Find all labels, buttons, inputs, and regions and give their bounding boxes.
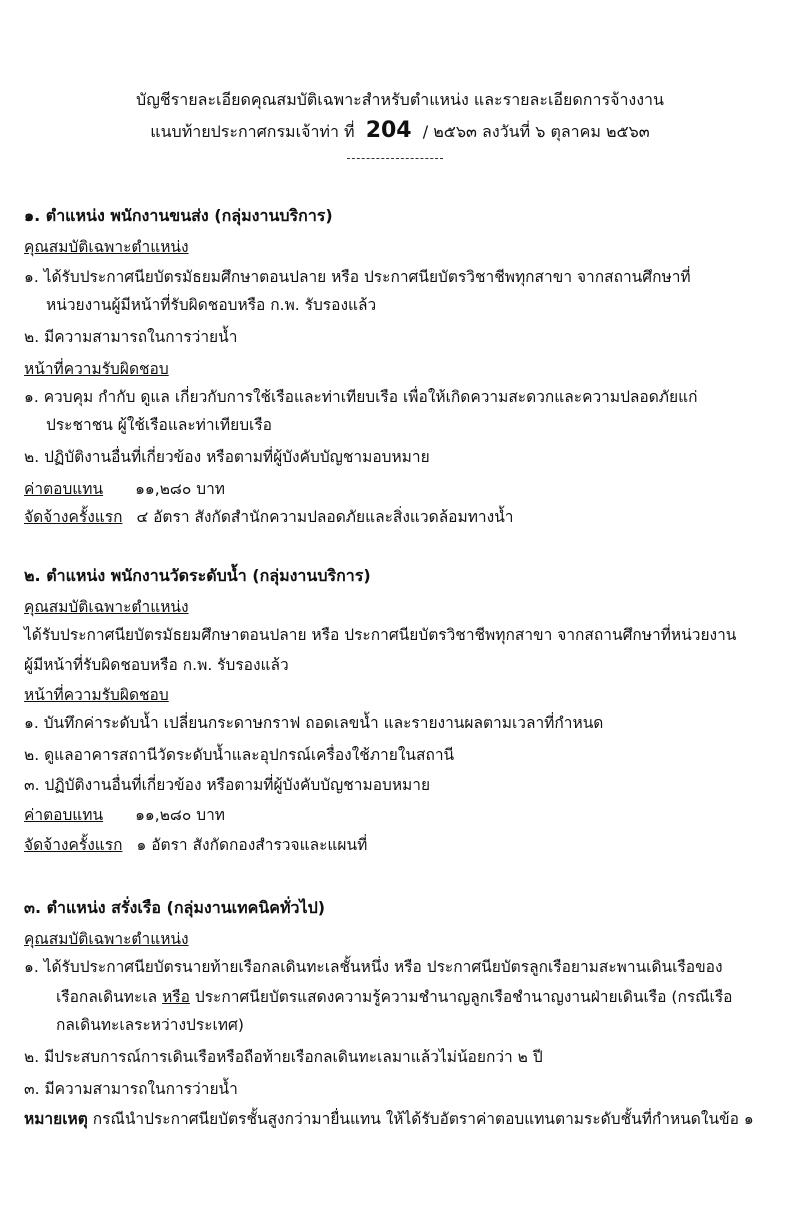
section-1-duty-1-cont: ประชาชน ผู้ใช้เรือและท่าเทียบเรือ bbox=[46, 416, 272, 434]
document-number: 204 bbox=[365, 118, 412, 143]
section-2-duty-3: ๓. ปฏิบัติงานอื่นที่เกี่ยวข้อง หรือตามที่ผู้บังคับบัญชามอบหมาย bbox=[24, 776, 431, 794]
section-2-pay-row bbox=[24, 806, 225, 825]
section-1-duty-heading: หน้าที่ความรับผิดชอบ bbox=[24, 360, 169, 378]
section-2-duty-2: ๒. ดูแลอาคารสถานีวัดระดับน้ำและอุปกรณ์เครื่องใช้ภายในสถานี bbox=[24, 746, 455, 764]
section-2-title: ๒. ตำแหน่ง พนักงานวัดระดับน้ำ (กลุ่มงานบริการ) bbox=[24, 566, 371, 585]
section-2-qualification-cont: ผู้มีหน้าที่รับผิดชอบหรือ ก.พ. รับรองแล้ว bbox=[24, 656, 289, 674]
qualification-part-a: เรือกลเดินทะเล bbox=[56, 988, 158, 1006]
header-divider bbox=[347, 158, 443, 159]
document-subtitle bbox=[0, 118, 800, 144]
pay-value: ๑๑,๒๘๐ บาท bbox=[135, 806, 226, 824]
pay-label: ค่าตอบแทน bbox=[24, 480, 104, 498]
section-3-qualification-2: ๒. มีประสบการณ์การเดินเรือหรือถือท้ายเรือกลเดินทะเลมาแล้วไม่น้อยกว่า ๒ ปี bbox=[24, 1048, 543, 1066]
section-1-qualification-1: ๑. ได้รับประกาศนียบัตรมัธยมศึกษาตอนปลาย หรือ ประกาศนียบัตรวิชาชีพทุกสาขา จากสถานศึกษาที่ bbox=[24, 268, 691, 286]
document-title: บัญชีรายละเอียดคุณสมบัติเฉพาะสำหรับตำแหน่ง และรายละเอียดการจ้างงาน bbox=[136, 90, 664, 109]
note-text: กรณีนำประกาศนียบัตรชั้นสูงกว่ามายื่นแทน ให้ได้รับอัตราค่าตอบแทนตามระดับชั้นที่กำหนดในข้อ ๑ bbox=[92, 1110, 754, 1128]
pay-label: ค่าตอบแทน bbox=[24, 806, 104, 824]
section-1-duty-2: ๒. ปฏิบัติงานอื่นที่เกี่ยวข้อง หรือตามที่ผู้บังคับบัญชามอบหมาย bbox=[24, 448, 430, 466]
section-1-duty-1: ๑. ควบคุม กำกับ ดูแล เกี่ยวกับการใช้เรือและท่าเทียบเรือ เพื่อให้เกิดความสะดวกและความปลอดภัยแก่ bbox=[24, 388, 698, 406]
section-1-title: ๑. ตำแหน่ง พนักงานขนส่ง (กลุ่มงานบริการ) bbox=[24, 206, 333, 225]
qualification-part-b: ประกาศนียบัตรแสดงความรู้ความชำนาญลูกเรือชำนาญงานฝ่ายเดินเรือ (กรณีเรือ bbox=[194, 988, 733, 1006]
section-2-qualification-heading: คุณสมบัติเฉพาะตำแหน่ง bbox=[24, 598, 189, 616]
section-3-qualification-1-cont2: กลเดินทะเลระหว่างประเทศ) bbox=[56, 1016, 244, 1034]
section-1-qualification-heading: คุณสมบัติเฉพาะตำแหน่ง bbox=[24, 238, 189, 256]
section-1-pay-row bbox=[24, 480, 225, 499]
section-1-qualification-1-cont: หน่วยงานผู้มีหน้าที่รับผิดชอบหรือ ก.พ. รับรองแล้ว bbox=[46, 296, 377, 314]
announcement-date: / ๒๕๖๓ ลงวันที่ ๖ ตุลาคม ๒๕๖๓ bbox=[422, 122, 650, 141]
announcement-prefix: แนบท้ายประกาศกรมเจ้าท่า ที่ bbox=[150, 122, 355, 141]
hire-value: ๑ อัตรา สังกัดกองสำรวจและแผนที่ bbox=[136, 836, 368, 854]
section-2-qualification: ได้รับประกาศนียบัตรมัธยมศึกษาตอนปลาย หรือ ประกาศนียบัตรวิชาชีพทุกสาขา จากสถานศึกษาที่หน่วยงาน bbox=[24, 626, 737, 644]
hire-label: จัดจ้างครั้งแรก bbox=[24, 508, 123, 526]
section-3-note bbox=[24, 1110, 754, 1129]
hire-value: ๔ อัตรา สังกัดสำนักความปลอดภัยและสิ่งแวดล้อมทางน้ำ bbox=[136, 508, 514, 526]
section-3-qualification-1: ๑. ได้รับประกาศนียบัตรนายท้ายเรือกลเดินทะเลชั้นหนึ่ง หรือ ประกาศนียบัตรลูกเรือยามสะพานเดินเรือของ bbox=[24, 958, 723, 976]
hire-label: จัดจ้างครั้งแรก bbox=[24, 836, 123, 854]
section-2-duty-1: ๑. บันทึกค่าระดับน้ำ เปลี่ยนกระดาษกราฟ ถอดเลขน้ำ และรายงานผลตามเวลาที่กำหนด bbox=[24, 714, 604, 732]
section-3-qualification-heading: คุณสมบัติเฉพาะตำแหน่ง bbox=[24, 930, 189, 948]
note-label: หมายเหตุ bbox=[24, 1110, 88, 1128]
qualification-or: หรือ bbox=[162, 988, 190, 1006]
section-2-duty-heading: หน้าที่ความรับผิดชอบ bbox=[24, 686, 169, 704]
section-3-qualification-1-cont bbox=[56, 988, 732, 1007]
section-1-qualification-2: ๒. มีความสามารถในการว่ายน้ำ bbox=[24, 328, 238, 346]
section-3-title: ๓. ตำแหน่ง สรั่งเรือ (กลุ่มงานเทคนิคทั่วไป) bbox=[24, 898, 326, 917]
pay-value: ๑๑,๒๘๐ บาท bbox=[135, 480, 226, 498]
section-3-qualification-3: ๓. มีความสามารถในการว่ายน้ำ bbox=[24, 1080, 238, 1098]
section-2-hire-row bbox=[24, 836, 367, 855]
section-1-hire-row bbox=[24, 508, 514, 527]
